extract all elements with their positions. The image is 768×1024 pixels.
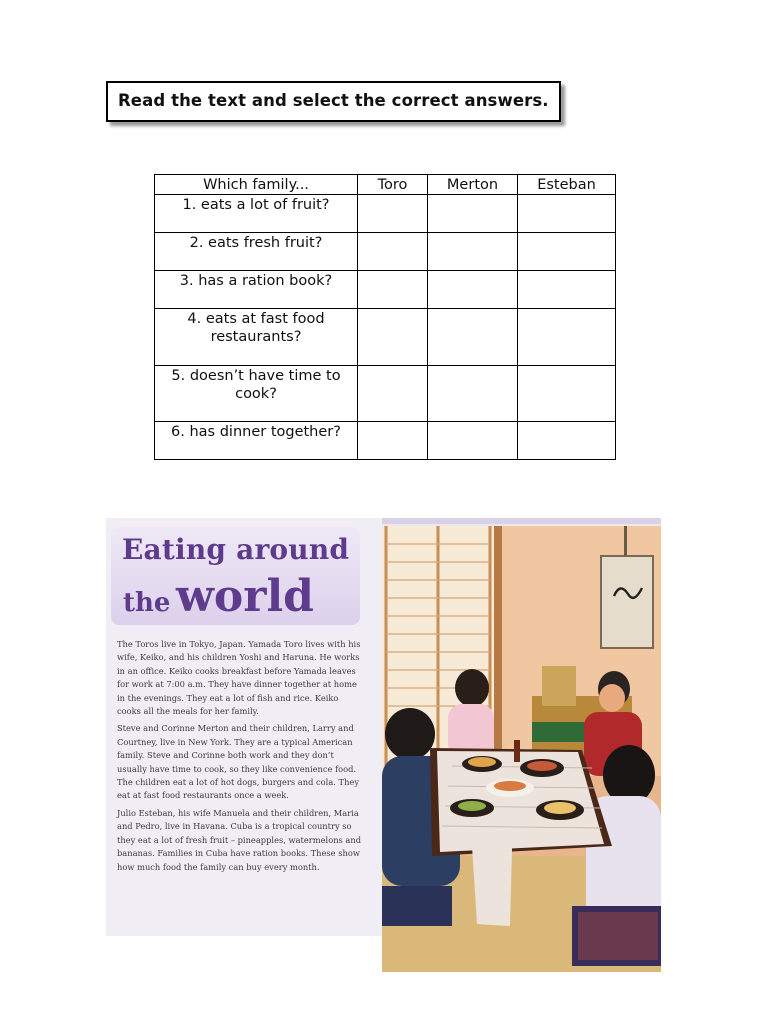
food bbox=[527, 761, 557, 771]
question-1: 1. eats a lot of fruit? bbox=[155, 195, 358, 233]
title-line-2 bbox=[123, 571, 314, 622]
question-4: 4. eats at fast food restaurants? bbox=[155, 309, 358, 366]
scroll-cord bbox=[624, 526, 627, 556]
answer-cell-esteban[interactable] bbox=[518, 422, 616, 460]
question-5: 5. doesn’t have time to cook? bbox=[155, 366, 358, 422]
answer-cell-esteban[interactable] bbox=[518, 366, 616, 422]
table-header-row bbox=[155, 175, 616, 195]
food bbox=[458, 801, 486, 811]
header-merton: Merton bbox=[428, 175, 518, 195]
page-bottom-band bbox=[106, 936, 382, 972]
question-2: 2. eats fresh fruit? bbox=[155, 233, 358, 271]
person-right-man-face bbox=[599, 684, 625, 712]
floor-cushion-pattern bbox=[578, 912, 658, 960]
answer-cell-merton[interactable] bbox=[428, 233, 518, 271]
floor-cushion bbox=[382, 886, 452, 926]
answer-cell-merton[interactable] bbox=[428, 195, 518, 233]
paragraph-toro: The Toros live in Tokyo, Japan. Yamada Toro lives with his wife, Keiko, and his children Yoshi and Haruna. He works in an office. Keiko cooks breakfast before Yamada leaves for work at 7:00 a.m. They have dinner together at home in the evenings. They eat a lot of fish and rice. Keiko cooks all the meals for her family. bbox=[117, 639, 361, 717]
answer-cell-merton[interactable] bbox=[428, 271, 518, 309]
person-front-left-hair bbox=[385, 708, 435, 760]
wall-post bbox=[494, 526, 502, 786]
answer-cell-toro[interactable] bbox=[358, 195, 428, 233]
title-box bbox=[111, 527, 360, 625]
answer-cell-toro[interactable] bbox=[358, 422, 428, 460]
hanging-scroll bbox=[601, 556, 653, 648]
table-row bbox=[155, 233, 616, 271]
table-row bbox=[155, 366, 616, 422]
question-3: 3. has a ration book? bbox=[155, 271, 358, 309]
answer-cell-esteban[interactable] bbox=[518, 309, 616, 366]
bottle bbox=[514, 740, 520, 762]
answer-cell-merton[interactable] bbox=[428, 366, 518, 422]
family-dinner-photo bbox=[382, 526, 661, 972]
title-word-world: world bbox=[176, 571, 314, 622]
header-esteban: Esteban bbox=[518, 175, 616, 195]
instruction-text: Read the text and select the correct answers. bbox=[118, 91, 549, 110]
title-word-the: the bbox=[123, 588, 171, 618]
tablecloth-drape bbox=[472, 846, 512, 926]
title-line-1: Eating around bbox=[122, 533, 350, 566]
answer-cell-esteban[interactable] bbox=[518, 195, 616, 233]
answer-cell-toro[interactable] bbox=[358, 366, 428, 422]
alcove-ornament bbox=[542, 666, 576, 706]
header-toro: Toro bbox=[358, 175, 428, 195]
header-which-family: Which family... bbox=[155, 175, 358, 195]
answer-cell-toro[interactable] bbox=[358, 309, 428, 366]
answer-cell-toro[interactable] bbox=[358, 271, 428, 309]
food bbox=[494, 781, 526, 791]
food bbox=[544, 802, 576, 814]
question-6: 6. has dinner together? bbox=[155, 422, 358, 460]
table-row bbox=[155, 422, 616, 460]
answer-table bbox=[154, 174, 616, 460]
article-text bbox=[117, 638, 362, 878]
answer-cell-toro[interactable] bbox=[358, 233, 428, 271]
person-back-left-hair bbox=[455, 669, 489, 707]
paragraph-esteban: Julio Esteban, his wife Manuela and their children, Maria and Pedro, live in Havana. Cuba is a tropical country so they eat a lot of fresh fruit – pineapples, watermelons and bananas. Families in Cuba have ration books. These show how much food the family can buy every month. bbox=[117, 807, 362, 872]
table-row bbox=[155, 271, 616, 309]
instruction-box bbox=[106, 81, 561, 122]
paragraph-merton: Steve and Corinne Merton and their children, Larry and Courtney, live in New York. They are a typical American family. Steve and Corinne both work and they don’t usually have time to cook, so they like convenience food. The children eat a lot of hot dogs, burgers and cola. They eat at fast food restaurants once a week. bbox=[117, 723, 360, 801]
answer-cell-merton[interactable] bbox=[428, 309, 518, 366]
answer-cell-esteban[interactable] bbox=[518, 271, 616, 309]
textbook-page bbox=[106, 518, 661, 972]
table-row bbox=[155, 195, 616, 233]
table-row bbox=[155, 309, 616, 366]
answer-cell-merton[interactable] bbox=[428, 422, 518, 460]
answer-cell-esteban[interactable] bbox=[518, 233, 616, 271]
food bbox=[468, 757, 496, 767]
